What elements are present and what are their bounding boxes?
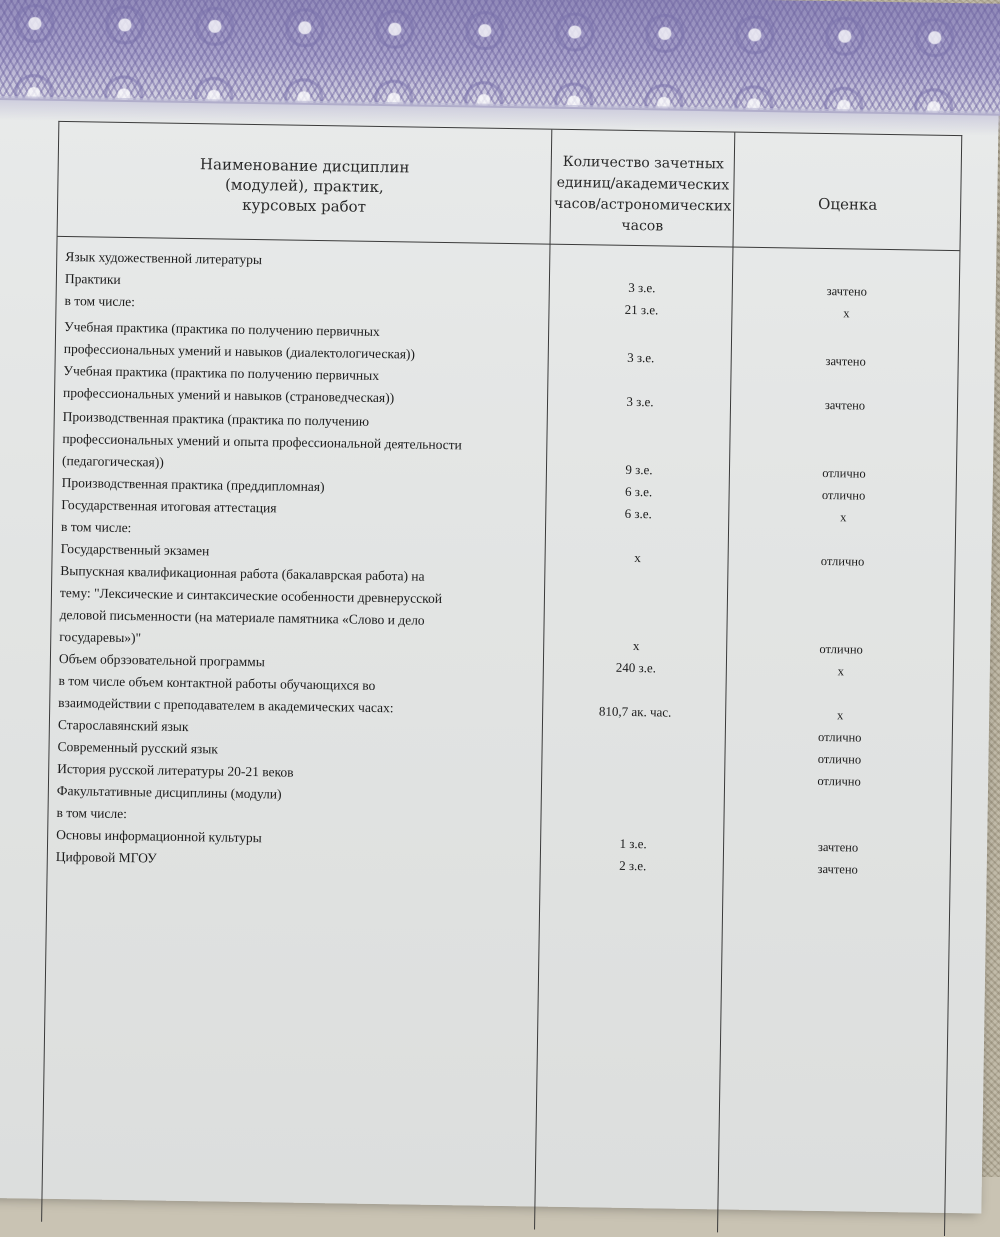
grade-value: [734, 327, 958, 331]
discipline-name: профессиональных умений и навыков (диалектологическая)): [63, 341, 416, 362]
discipline-name: в том числе:: [64, 293, 136, 310]
grade-value: х: [836, 708, 844, 723]
grade-value: отлично: [820, 553, 865, 569]
discipline-name: в том числе объем контактной работы обучающихся во: [58, 673, 376, 693]
discipline-name: Учебная практика (практика по получению первичных: [64, 319, 380, 340]
discipline-name: профессиональных умений и опыта профессиональной деятельности: [62, 431, 462, 453]
credit-units: 810,7 ак. час.: [598, 703, 672, 720]
credit-units: 9 з.е.: [625, 461, 653, 478]
discipline-name: государевы»)": [59, 629, 142, 646]
discipline-name: Старославянский язык: [57, 716, 189, 735]
credit-units: 1 з.е.: [619, 835, 647, 852]
credit-units: 3 з.е.: [627, 349, 655, 366]
grade-value: зачтено: [826, 284, 868, 299]
credit-units: 2 з.е.: [619, 857, 647, 874]
credit-units: 240 з.е.: [615, 659, 657, 676]
credit-units: 6 з.е.: [624, 505, 652, 522]
credit-units: х: [634, 550, 641, 566]
discipline-name: Объем обрзэовательной программы: [58, 651, 265, 670]
credit-units: 3 з.е.: [626, 393, 654, 410]
discipline-name: Современный русский язык: [57, 738, 219, 757]
credit-units: [550, 414, 730, 417]
grades-table: [41, 121, 962, 1236]
discipline-name: Язык художественной литературы: [65, 249, 263, 268]
grade-value: отлично: [819, 641, 863, 657]
discipline-name: Производственная практика (практика по получению: [62, 409, 370, 429]
discipline-name: в том числе:: [56, 804, 128, 822]
discipline-name: Государственный экзамен: [60, 541, 210, 559]
grade-value: зачтено: [825, 354, 866, 369]
discipline-name: взаимодействии с преподавателем в академических часах:: [58, 695, 394, 716]
grade-value: зачтено: [824, 398, 866, 413]
discipline-name: в том числе:: [60, 519, 132, 536]
discipline-name: Производственная практика (преддипломная): [61, 475, 325, 495]
discipline-name: Выпускная квалификационная работа (бакалаврская работа) на: [60, 563, 425, 584]
header-grade-column: Оценка: [817, 194, 878, 214]
credit-units: 21 з.е.: [624, 301, 659, 318]
credit-units: 6 з.е.: [624, 483, 653, 500]
header-units-column: Количество зачетных единиц/академических часов/астрономических часов: [553, 153, 732, 235]
grade-value: х: [837, 664, 845, 679]
grade-value: отлично: [817, 773, 861, 789]
discipline-name: (педагогическая)): [61, 453, 164, 470]
grade-value: отлично: [817, 729, 862, 745]
credit-units: [551, 324, 731, 327]
grade-value: отлично: [817, 751, 862, 767]
discipline-name: Учебная практика (практика по получению первичных: [63, 363, 380, 383]
discipline-name: Практики: [64, 271, 121, 287]
credit-units: [552, 254, 732, 257]
grade-value: отлично: [822, 465, 866, 481]
grade-value: отлично: [821, 487, 866, 503]
grade-value: зачтено: [817, 839, 859, 855]
discipline-name: Цифровой МГОУ: [55, 848, 157, 866]
credit-units: х: [632, 638, 640, 654]
discipline-name: тему: "Лексические и синтаксические особенности древнерусской: [59, 585, 443, 607]
discipline-name: Факультативные дисциплины (модули): [56, 782, 282, 802]
credit-units: 3 з.е.: [628, 279, 656, 296]
grade-value: зачтено: [817, 861, 858, 877]
security-pattern-border: [0, 0, 1000, 116]
discipline-name: Государственная итоговая аттестация: [61, 497, 277, 516]
discipline-name: Основы информационной культуры: [56, 826, 262, 846]
grade-value: х: [840, 510, 847, 525]
header-name-column: Наименование дисциплин (модулей), практик, курсовых работ: [199, 155, 410, 216]
diploma-supplement-page: [0, 18, 1000, 1214]
grade-value: [735, 257, 959, 261]
discipline-name: История русской литературы 20-21 веков: [57, 760, 294, 780]
discipline-name: деловой письменности (на материале памятника «Слово и дело: [59, 607, 425, 628]
grade-value: х: [843, 306, 850, 321]
discipline-name: профессиональных умений и навыков (страноведческая)): [63, 385, 395, 406]
